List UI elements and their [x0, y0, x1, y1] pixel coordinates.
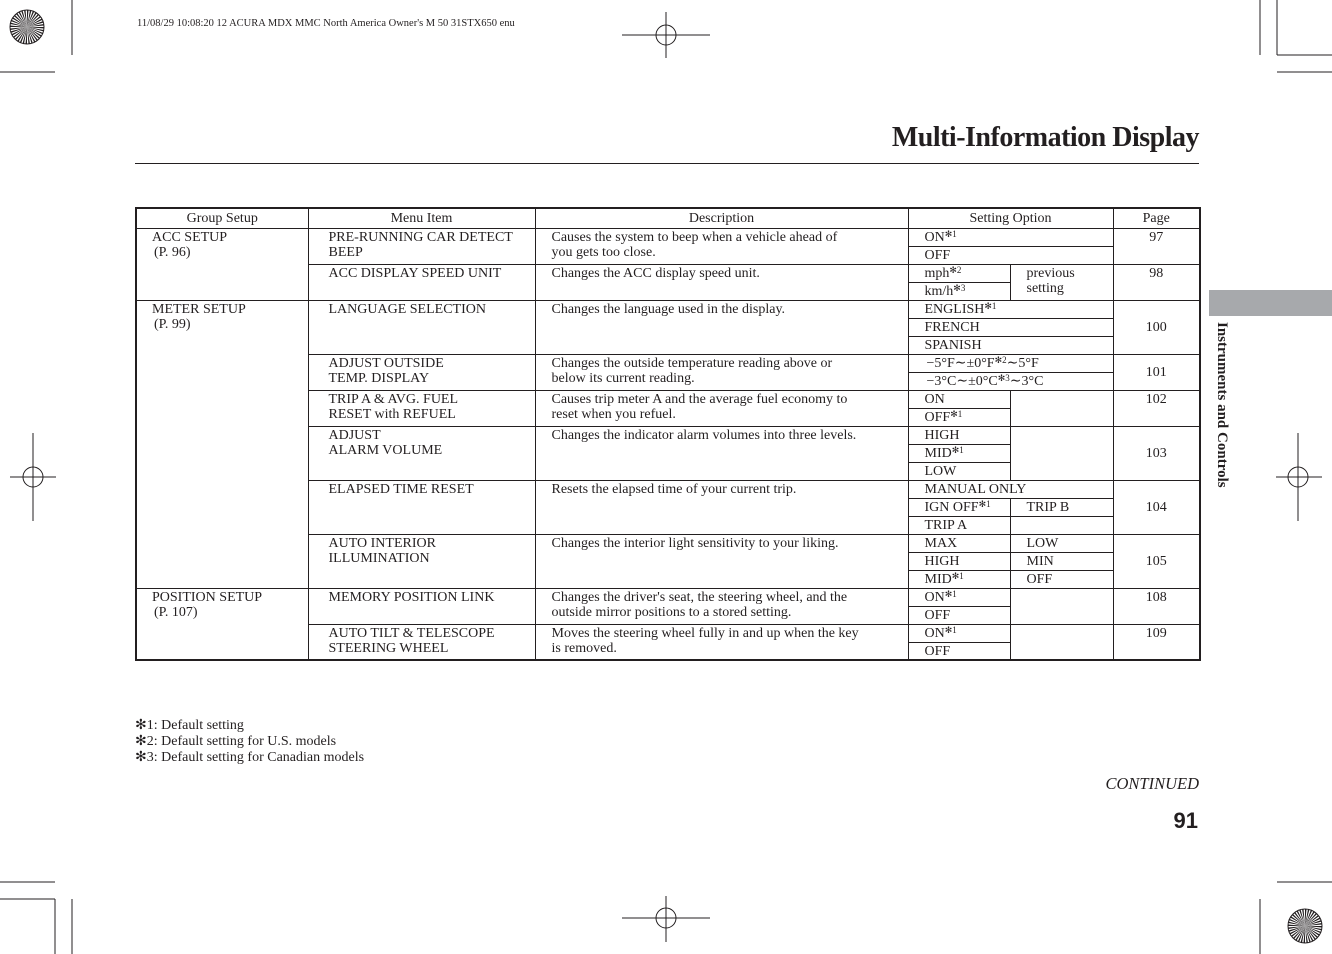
option: $MID^{✻1}$ — [908, 444, 1010, 462]
header-description: Description — [535, 208, 908, 228]
option-col2: TRIP B — [1010, 498, 1113, 516]
page-title: Multi-Information Display — [891, 122, 1199, 153]
option: HIGH — [908, 552, 1010, 570]
footnotes — [135, 718, 364, 766]
menu-item: ELAPSED TIME RESET — [308, 480, 535, 534]
menu-item: MEMORY POSITION LINK — [308, 588, 535, 624]
description: Changes the interior light sensitivity to your liking. — [535, 534, 908, 588]
page-ref: 108 — [1113, 588, 1200, 624]
menu-item: AUTO TILT & TELESCOPE STEERING WHEEL — [308, 624, 535, 660]
header-menu: Menu Item — [308, 208, 535, 228]
menu-item: LANGUAGE SELECTION — [308, 300, 535, 354]
option: $ON^{✻1}$ — [908, 588, 1010, 606]
page-ref: 97 — [1113, 228, 1200, 264]
page-ref: 105 — [1113, 534, 1200, 588]
menu-item: PRE-RUNNING CAR DETECT BEEP — [308, 228, 535, 264]
menu-item: ADJUST OUTSIDE TEMP. DISPLAY — [308, 354, 535, 390]
option-col2: MIN — [1010, 552, 1113, 570]
option: $-3^\circ C\sim\pm 0^\circ C^{✻3}\sim 3^\circ C$ — [926, 372, 1044, 389]
table-row — [136, 300, 1200, 318]
description: Changes the outside temperature reading above or below its current reading. — [535, 354, 908, 390]
option: $ON^{✻1}$ — [908, 228, 1113, 246]
option: MANUAL ONLY — [908, 480, 1113, 498]
option: FRENCH — [908, 318, 1113, 336]
menu-item: ACC DISPLAY SPEED UNIT — [308, 264, 535, 300]
option-extra: previous setting — [1010, 264, 1113, 300]
option: SPANISH — [924, 337, 982, 353]
page-ref: 100 — [1113, 300, 1200, 354]
option: OFF — [924, 247, 951, 263]
header-group: Group Setup — [136, 208, 308, 228]
header-option: Setting Option — [908, 208, 1113, 228]
option: HIGH — [908, 426, 1010, 444]
group-name: METER SETUP — [152, 301, 246, 317]
option: $ON^{✻1}$ — [908, 624, 1010, 642]
option: $MID^{✻1}$ — [908, 570, 1010, 588]
description: Changes the ACC display speed unit. — [535, 264, 908, 300]
page-ref: 101 — [1113, 354, 1200, 390]
group-name: ACC SETUP — [152, 229, 228, 245]
group-cell — [136, 228, 308, 300]
page-number: 91 — [1173, 808, 1198, 833]
description: Moves the steering wheel fully in and up when the key is removed. — [535, 624, 908, 660]
group-ref: (P. 99) — [154, 316, 191, 332]
option-col2: OFF — [1026, 571, 1053, 587]
table-header — [136, 208, 1200, 228]
description: Changes the language used in the display. — [535, 300, 908, 354]
section-label: Instruments and Controls — [1214, 322, 1230, 488]
group-ref: (P. 96) — [154, 244, 191, 260]
option: IGN $OFF^{✻1}$ — [908, 498, 1010, 516]
settings-table — [135, 207, 1201, 661]
page-ref: 109 — [1113, 624, 1200, 660]
description: Causes trip meter A and the average fuel economy to reset when you refuel. — [535, 390, 908, 426]
title-rule — [135, 163, 1199, 164]
footnote: ✻2: Default setting for U.S. models — [135, 734, 337, 749]
group-cell — [136, 300, 308, 588]
description: Causes the system to beep when a vehicle ahead of you gets too close. — [535, 228, 908, 264]
page-ref: 102 — [1113, 390, 1200, 426]
option: $ENGLISH^{✻1}$ — [908, 300, 1113, 318]
header-page: Page — [1113, 208, 1200, 228]
group-ref: (P. 107) — [154, 604, 198, 620]
description: Changes the driver's seat, the steering wheel, and the outside mirror positions to a stored setting. — [535, 588, 908, 624]
option: TRIP A — [908, 516, 1010, 534]
option: OFF — [908, 642, 1010, 660]
menu-item: AUTO INTERIOR ILLUMINATION — [308, 534, 535, 588]
option: mph$^{✻2}$ — [908, 264, 1010, 282]
print-info: 11/08/29 10:08:20 12 ACURA MDX MMC North America Owner's M 50 31STX650 enu — [137, 18, 515, 29]
description: Resets the elapsed time of your current trip. — [535, 480, 908, 534]
menu-item: TRIP A & AVG. FUEL RESET with REFUEL — [308, 390, 535, 426]
page-ref: 104 — [1113, 480, 1200, 534]
description: Changes the indicator alarm volumes into three levels. — [535, 426, 908, 480]
group-name: POSITION SETUP — [152, 589, 263, 605]
section-tab — [1209, 290, 1332, 316]
group-cell — [136, 588, 308, 660]
continued-label: CONTINUED — [1105, 774, 1199, 793]
option: MAX — [908, 534, 1010, 552]
option-col2: LOW — [1010, 534, 1113, 552]
table-row — [136, 228, 1200, 246]
page-ref: 98 — [1113, 264, 1200, 300]
option: $OFF^{✻1}$ — [908, 408, 1010, 426]
page-ref: 103 — [1113, 426, 1200, 480]
footnote: ✻1: Default setting — [135, 718, 244, 733]
option: OFF — [908, 606, 1010, 624]
option: ON — [908, 390, 1010, 408]
menu-item: ADJUST ALARM VOLUME — [308, 426, 535, 480]
option: LOW — [908, 462, 1010, 480]
footnote: ✻3: Default setting for Canadian models — [135, 750, 365, 765]
option: $-5^\circ F\sim\pm 0^\circ F^{✻2}\sim 5^\circ F$ — [908, 354, 1113, 372]
table-row — [136, 588, 1200, 606]
option: $km/h^{✻3}$ — [908, 282, 1010, 300]
